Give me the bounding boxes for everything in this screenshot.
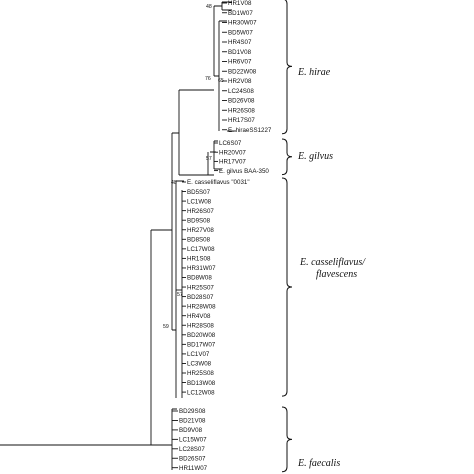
branch [172, 133, 179, 330]
leaf-label: HR31W07 [187, 265, 216, 273]
leaf-label: HR1S08 [187, 255, 211, 263]
branch [151, 230, 172, 445]
leaf-label: BD9S08 [187, 217, 211, 225]
clade-bracket [282, 0, 292, 134]
clade-label: E. faecalis [298, 458, 341, 469]
leaf-label: BD28S07 [187, 293, 214, 301]
leaf-label: HR17S07 [228, 117, 255, 125]
leaf-label: BD26S07 [179, 455, 206, 463]
bootstrap-value: 59 [163, 324, 169, 330]
leaf-label: LC3W08 [187, 360, 212, 368]
branch [179, 90, 214, 175]
leaf-label: BD1W07 [228, 9, 253, 17]
leaf-label: HR26S08 [228, 107, 255, 115]
clade-label: flavescens [316, 269, 358, 280]
clade-label: E. casseliflavus/ [300, 257, 365, 268]
leaf-label: HR27V08 [187, 226, 214, 234]
leaf-label: BD5W07 [228, 29, 253, 37]
leaf-label: BD21V08 [179, 417, 206, 425]
clade-label: E. gilvus [298, 151, 333, 162]
clade-brackets [282, 0, 366, 472]
clade-bracket [282, 178, 292, 396]
leaf-label: HR2V08 [228, 78, 252, 86]
bootstrap-value: 48 [171, 180, 177, 186]
leaf-label: HR6V07 [228, 58, 252, 66]
bootstrap-value: 65 [218, 78, 224, 84]
bootstrap-value: 76 [205, 76, 211, 82]
leaf-label: LC15W07 [179, 436, 207, 444]
leaf-label: LC17W08 [187, 246, 215, 254]
clade-label: E. hirae [298, 67, 331, 78]
leaf-label: BD29S08 [179, 408, 206, 416]
bootstrap-value: 57 [177, 292, 183, 298]
leaf-label: HR25S08 [187, 370, 214, 378]
leaf-label: BD1V08 [228, 48, 252, 56]
leaf-label: BD9V08 [179, 427, 203, 435]
leaf-label: E. gilvus BAA-350 [219, 167, 269, 175]
clade-bracket [282, 139, 292, 175]
leaf-label: HR4S07 [228, 39, 252, 47]
leaf-label: BD8W08 [187, 274, 212, 282]
clade-bracket [282, 407, 292, 472]
bootstrap-value: 48 [206, 4, 212, 10]
leaf-label: LC28S07 [179, 446, 205, 453]
leaf-label: HR26S07 [187, 207, 214, 215]
branch [176, 181, 184, 398]
leaf-label: LC1W08 [187, 198, 212, 206]
leaf-label: BD13W08 [187, 379, 216, 387]
leaf-label: BD17W07 [187, 341, 216, 349]
branch [219, 21, 227, 131]
leaf-label: BD26V08 [228, 97, 255, 105]
leaf-label: HR17V07 [219, 158, 246, 166]
leaf-label: HR4V08 [187, 312, 211, 320]
leaf-label: HR25S07 [187, 284, 214, 292]
leaf-label: HR28W08 [187, 303, 216, 311]
leaf-label: BD22W08 [228, 68, 257, 76]
leaf-label: BD20W08 [187, 332, 216, 339]
leaf-label: LC1V07 [187, 351, 210, 359]
leaf-label: HR11W07 [179, 464, 208, 472]
leaf-label: E. casseliflavus "0031" [187, 179, 250, 187]
leaf-label: LC6S07 [219, 140, 242, 148]
leaf-label: HR28S08 [187, 322, 214, 330]
leaf-label: BD5S07 [187, 188, 211, 196]
leaf-label: E. hiraeSS1227 [228, 126, 272, 134]
leaf-label: HR1V08 [228, 0, 252, 8]
leaf-label: BD8S08 [187, 236, 211, 244]
branch [214, 6, 222, 76]
leaf-label: LC24S08 [228, 87, 254, 95]
bootstrap-value: 57 [206, 156, 212, 162]
leaf-label: LC12W08 [187, 389, 215, 397]
leaf-label: HR30W07 [228, 19, 257, 27]
leaf-label: HR20V07 [219, 149, 246, 157]
